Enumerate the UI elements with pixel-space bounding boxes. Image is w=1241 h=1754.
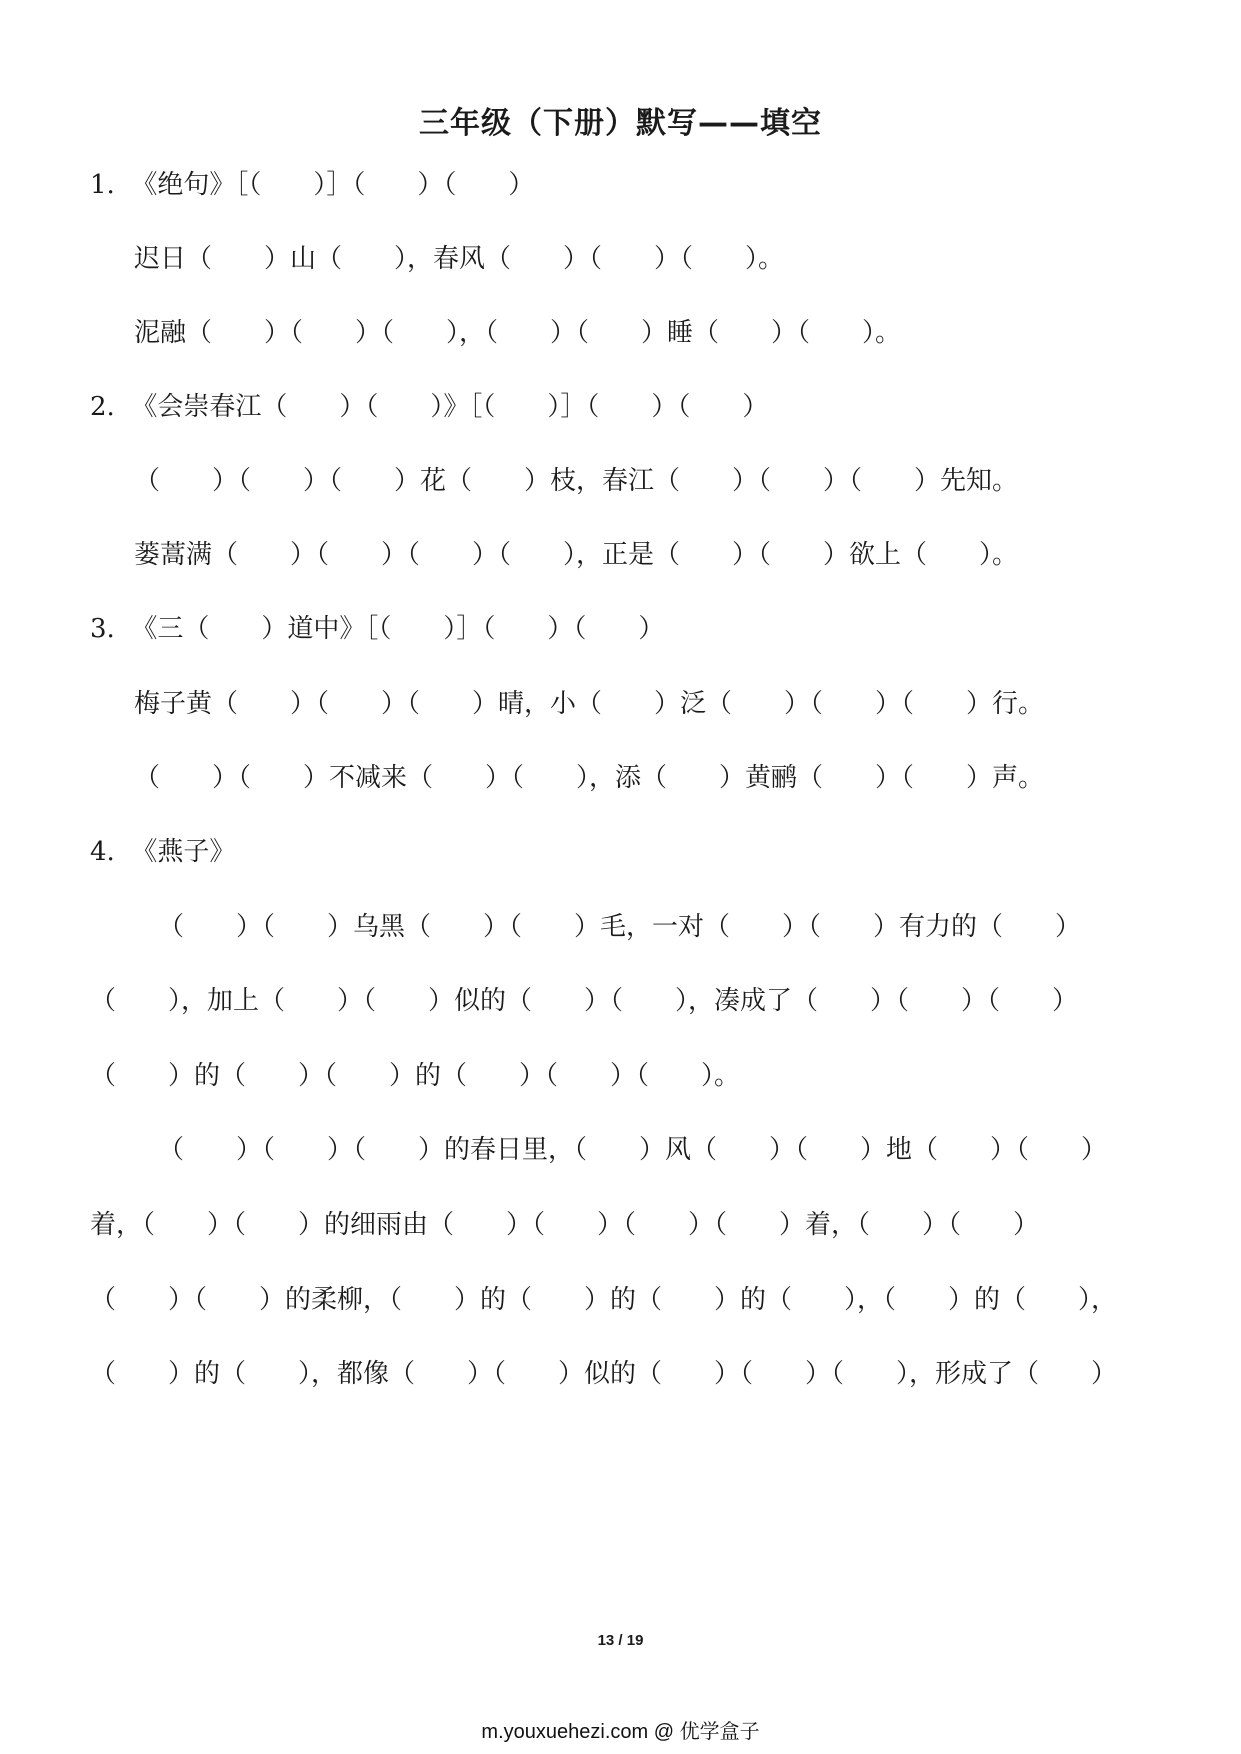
page-title: 三年级（下册）默写——填空 bbox=[419, 106, 822, 141]
section-2-line-1: （ ）（ ）（ ）花（ ）枝，春江（ ）（ ）（ ）先知。 bbox=[134, 466, 1019, 496]
section-4-line-2: （ ），加上（ ）（ ）似的（ ）（ ），凑成了（ ）（ ）（ ） bbox=[90, 986, 1079, 1016]
section-4-line-1: （ ）（ ）乌黑（ ）（ ）毛，一对（ ）（ ）有力的（ ） bbox=[158, 912, 1082, 942]
page-number: 13 / 19 bbox=[597, 1632, 644, 1649]
section-1-heading: 1. 《绝句》［（ ）］（ ）（ ） bbox=[90, 170, 535, 200]
section-2-heading: 2. 《会崇春江（ ）（ ）》［（ ）］（ ）（ ） bbox=[90, 392, 769, 422]
section-4-line-6: （ ）（ ）的柔柳，（ ）的（ ）的（ ）的（ ），（ ）的（ ）， bbox=[90, 1285, 1118, 1315]
section-4-line-5: 着，（ ）（ ）的细雨由（ ）（ ）（ ）（ ）着，（ ）（ ） bbox=[90, 1210, 1040, 1240]
section-3-heading: 3. 《三（ ）道中》［（ ）］（ ）（ ） bbox=[90, 614, 665, 644]
section-4-line-4: （ ）（ ）（ ）的春日里，（ ）风（ ）（ ）地（ ）（ ） bbox=[158, 1135, 1108, 1165]
section-1-line-2: 泥融（ ）（ ）（ ），（ ）（ ）睡（ ）（ ）。 bbox=[134, 318, 902, 348]
section-4-line-7: （ ）的（ ），都像（ ）（ ）似的（ ）（ ）（ ），形成了（ ） bbox=[90, 1359, 1118, 1389]
section-1-line-1: 迟日（ ）山（ ），春风（ ）（ ）（ ）。 bbox=[134, 244, 785, 274]
section-2-line-2: 蒌蒿满（ ）（ ）（ ）（ ），正是（ ）（ ）欲上（ ）。 bbox=[134, 540, 1019, 570]
section-3-line-2: （ ）（ ）不减来（ ）（ ），添（ ）黄鹂（ ）（ ）声。 bbox=[134, 763, 1045, 793]
footer-watermark: m.youxuehezi.com @ 优学盒子 bbox=[481, 1721, 760, 1743]
section-3-line-1: 梅子黄（ ）（ ）（ ）晴，小（ ）泛（ ）（ ）（ ）行。 bbox=[134, 689, 1045, 719]
section-4-heading: 4. 《燕子》 bbox=[90, 837, 236, 867]
section-4-line-3: （ ）的（ ）（ ）的（ ）（ ）（ ）。 bbox=[90, 1061, 741, 1091]
